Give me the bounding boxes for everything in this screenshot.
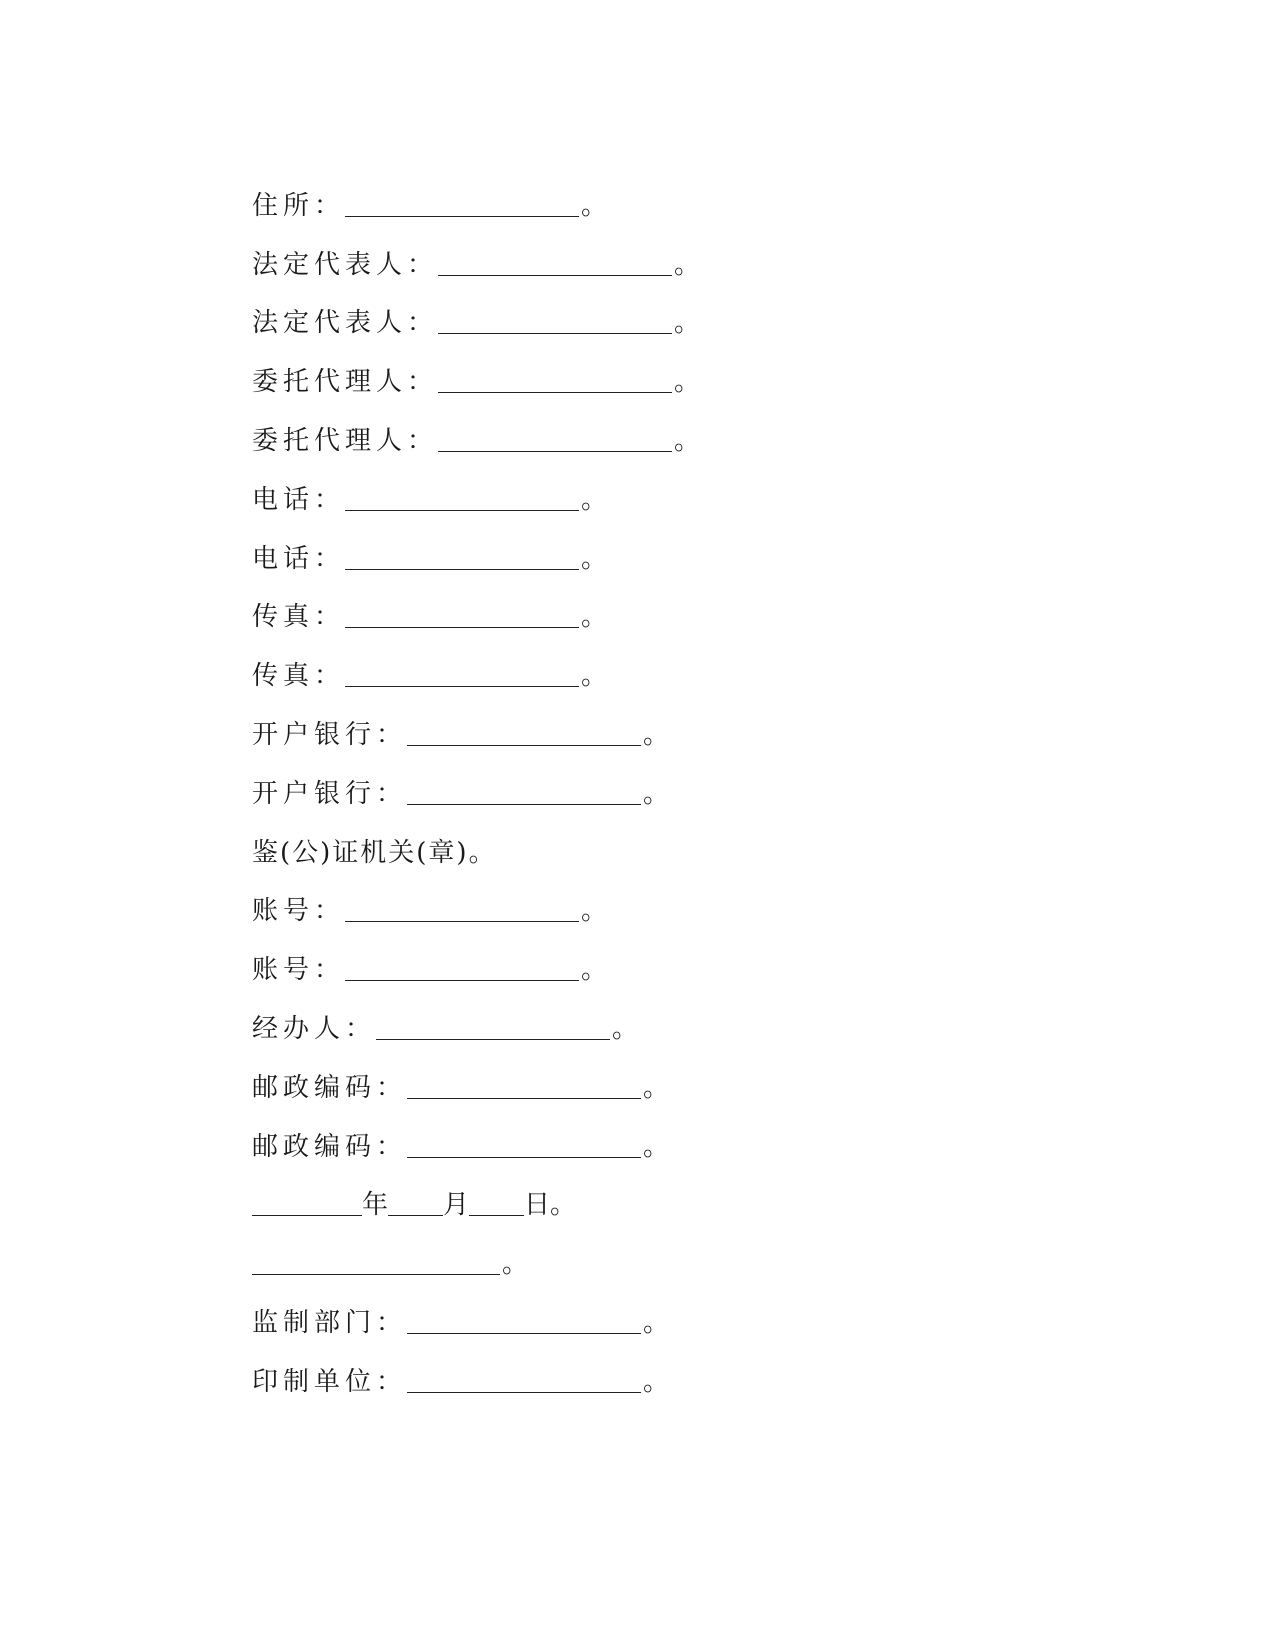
field-row-supervising-department [252,1277,952,1336]
field-end-mark: 。 [643,719,670,750]
fill-in-blank [345,685,579,687]
fill-in-blank [438,274,672,276]
day-blank [469,1214,524,1216]
year-blank [252,1214,362,1216]
field-row-account [252,924,952,986]
field-end-mark: 。 [674,249,701,280]
field-row-bank [252,748,952,807]
fill-in-blank [345,920,579,922]
field-end-mark: 。 [581,896,608,927]
year-label: 年 [362,1190,389,1221]
blank-line-row [252,1218,952,1280]
field-row-bank [252,689,952,748]
field-label: 法定代表人： [252,249,439,280]
field-label: 开户银行： [252,719,408,750]
field-label: 电话： [252,543,346,574]
field-end-mark: 。 [643,778,670,809]
field-row-phone [252,454,952,513]
field-end-mark: 。 [643,1366,670,1397]
field-end-mark: 。 [643,1131,670,1162]
day-label: 日。 [524,1190,577,1221]
fill-in-blank [407,1156,641,1158]
field-end-mark: 。 [581,955,608,986]
fill-in-blank [407,1332,641,1334]
field-end-mark: 。 [674,367,701,398]
field-label: 传真： [252,602,346,633]
field-row-printing-unit [252,1336,952,1395]
field-row-account [252,866,952,925]
date-row [252,1160,952,1219]
field-label: 法定代表人： [252,308,439,339]
fill-in-blank [407,744,641,746]
fill-in-blank [345,509,579,511]
month-blank [388,1214,443,1216]
field-label: 住所： [252,190,346,221]
field-end-mark: 。 [502,1249,529,1280]
field-label: 账号： [252,955,346,986]
field-row-address [252,160,952,219]
fill-in-blank [407,1391,641,1393]
fill-in-blank [407,803,641,805]
field-end-mark: 。 [643,1072,670,1103]
field-row-postal-code [252,1101,952,1160]
field-label: 委托代理人： [252,425,439,456]
field-row-handler [252,983,952,1042]
field-row-fax [252,630,952,692]
field-end-mark: 。 [581,190,608,221]
fill-in-blank [252,1273,500,1275]
field-label: 账号： [252,896,346,927]
field-label: 电话： [252,484,346,515]
fill-in-blank [438,450,672,452]
field-end-mark: 。 [643,1307,670,1338]
notary-authority-line [252,807,952,866]
field-label: 委托代理人： [252,367,439,398]
fill-in-blank [376,1038,610,1040]
fill-in-blank [345,626,579,628]
field-label: 邮政编码： [252,1131,408,1162]
field-label: 监制部门： [252,1307,408,1338]
field-row-fax [252,572,952,631]
field-end-mark: 。 [674,308,701,339]
fill-in-blank [407,1097,641,1099]
field-label: 经办人： [252,1013,377,1044]
month-label: 月 [443,1190,470,1221]
field-end-mark: 。 [581,661,608,692]
fill-in-blank [345,979,579,981]
field-label: 印制单位： [252,1366,408,1397]
field-label: 传真： [252,661,346,692]
field-end-mark: 。 [581,543,608,574]
field-row-postal-code [252,1042,952,1101]
field-row-authorized-agent [252,395,952,454]
field-label: 邮政编码： [252,1072,408,1103]
field-row-authorized-agent [252,336,952,398]
field-end-mark: 。 [581,484,608,515]
field-row-legal-representative [252,219,952,278]
fill-in-blank [345,215,579,217]
fill-in-blank [438,391,672,393]
field-row-phone [252,513,952,572]
fill-in-blank [438,332,672,334]
field-label: 开户银行： [252,778,408,809]
field-end-mark: 。 [581,602,608,633]
fill-in-blank [345,568,579,570]
field-end-mark: 。 [612,1013,639,1044]
field-end-mark: 。 [674,425,701,456]
field-row-legal-representative [252,278,952,337]
notary-authority-text: 鉴(公)证机关(章)。 [252,837,497,868]
form-fields [252,160,952,1395]
